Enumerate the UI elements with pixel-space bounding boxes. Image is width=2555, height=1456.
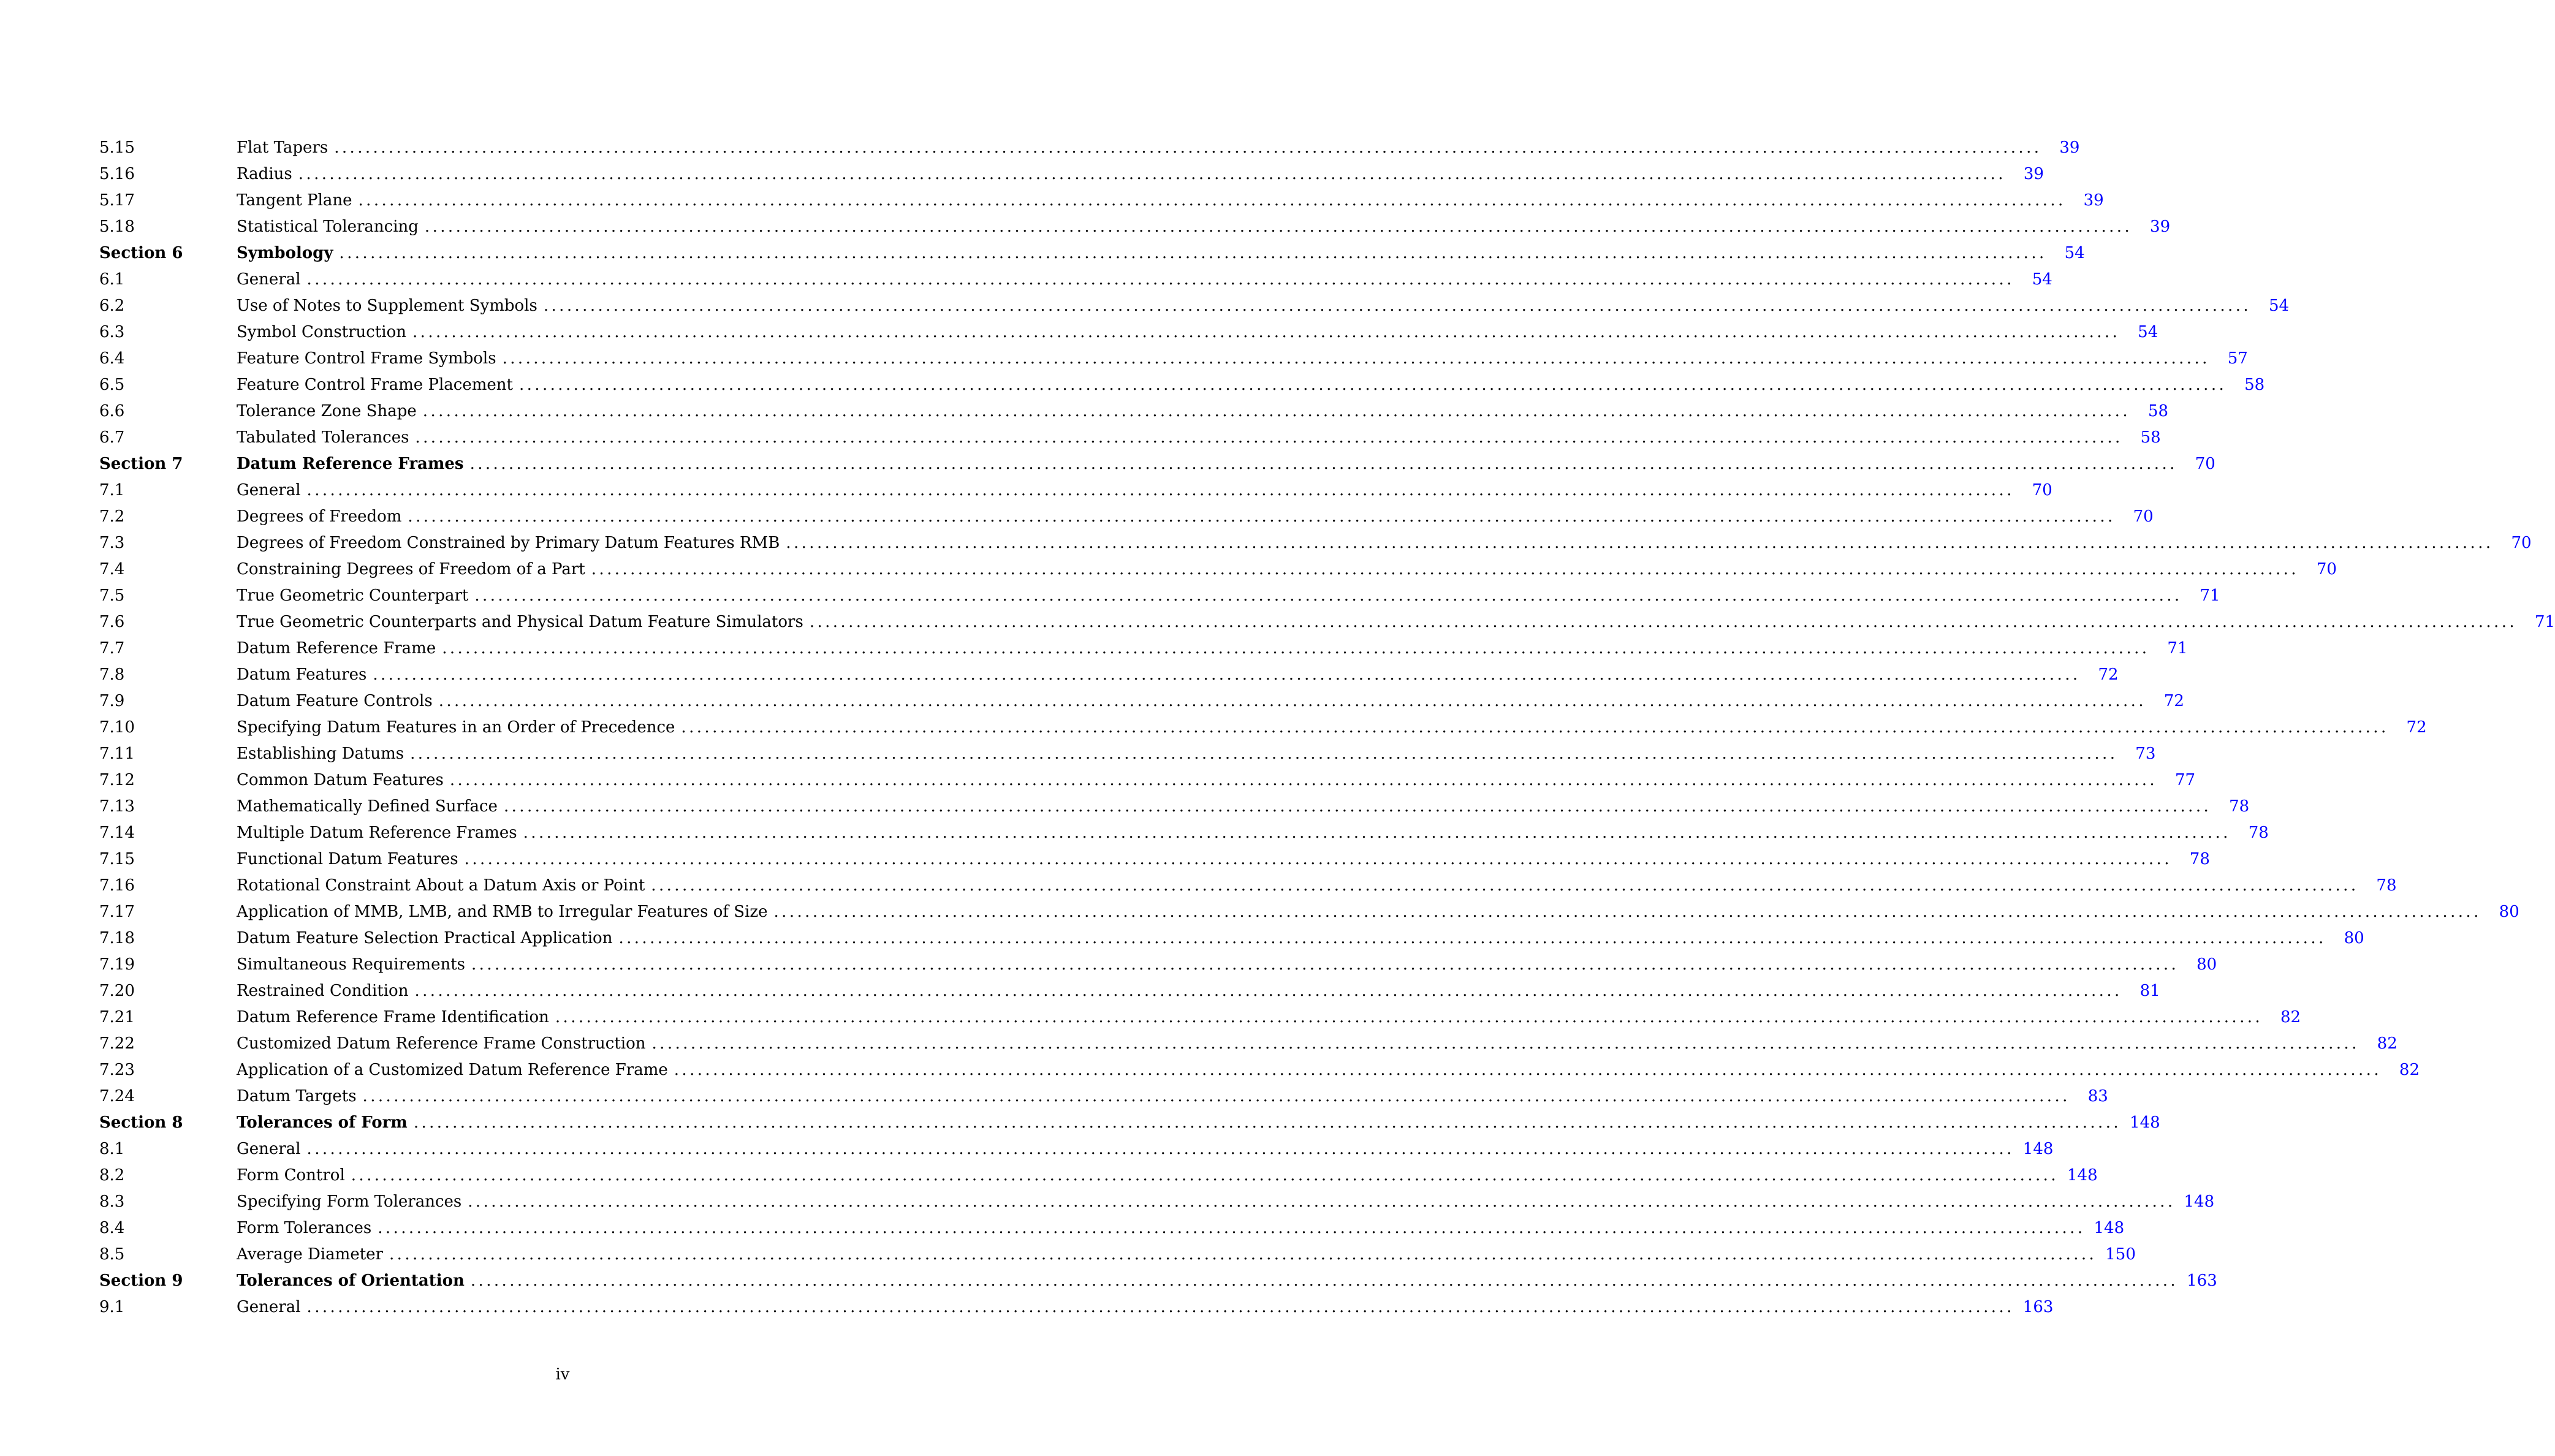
- toc-entry-number: 7.7: [99, 639, 125, 658]
- toc-entry-number: 5.18: [99, 218, 135, 236]
- toc-entry-title[interactable]: Application of a Customized Datum Reference Frame: [237, 1061, 668, 1079]
- toc-entry-title[interactable]: Use of Notes to Supplement Symbols: [237, 297, 537, 315]
- toc-page-link[interactable]: 148: [2022, 1140, 2054, 1158]
- toc-entry-title[interactable]: General: [237, 270, 301, 289]
- toc-entry-number: Section 9: [99, 1272, 183, 1290]
- toc-dot-leader: ............................................................................................................................................................................................................................: [438, 692, 2146, 710]
- toc-page-link[interactable]: 72: [2406, 718, 2427, 737]
- toc-entry-row[interactable]: [99, 214, 2171, 240]
- toc-entry-title-wrap: [237, 530, 2502, 556]
- toc-dot-leader: ............................................................................................................................................................................................................................: [502, 349, 2210, 368]
- toc-entry-row[interactable]: [99, 1031, 2397, 1057]
- toc-dot-leader: ............................................................................................................................................................................................................................: [518, 376, 2227, 394]
- toc-page-link[interactable]: 39: [2023, 165, 2044, 183]
- toc-entry-title-wrap: [237, 978, 2131, 1004]
- toc-entry-title[interactable]: Mathematically Defined Surface: [237, 797, 498, 816]
- toc-entry-title[interactable]: Degrees of Freedom: [237, 507, 402, 526]
- toc-entry-row[interactable]: [99, 556, 2337, 583]
- toc-entry-number: 5.16: [99, 165, 135, 183]
- toc-entry-row[interactable]: [99, 952, 2217, 978]
- toc-section-row[interactable]: [99, 1110, 2160, 1136]
- toc-entry-title[interactable]: Simultaneous Requirements: [237, 955, 465, 974]
- toc-page-link[interactable]: 150: [2105, 1245, 2136, 1264]
- toc-page-link[interactable]: 70: [2195, 455, 2215, 473]
- toc-entry-title[interactable]: Datum Reference Frame: [237, 639, 436, 658]
- toc-entry-title-wrap: [237, 873, 2367, 899]
- toc-entry-number: Section 8: [99, 1113, 183, 1132]
- toc-dot-leader: ............................................................................................................................................................................................................................: [424, 218, 2133, 236]
- toc-entry-number: 7.17: [99, 903, 135, 921]
- toc-entry-title[interactable]: Restrained Condition: [237, 982, 409, 1000]
- toc-entry-title-wrap: [237, 346, 2219, 372]
- toc-entry-number: 7.9: [99, 692, 125, 710]
- toc-page-link[interactable]: 148: [2067, 1166, 2098, 1185]
- toc-entry-row[interactable]: [99, 583, 2220, 609]
- toc-dot-leader: ............................................................................................................................................................................................................................: [306, 1298, 2014, 1316]
- toc-page-link[interactable]: 71: [2200, 586, 2220, 605]
- toc-entry-number: 7.19: [99, 955, 135, 974]
- toc-entry-title-wrap: [237, 135, 2050, 161]
- toc-section-row[interactable]: [99, 451, 2215, 477]
- toc-entry-number: 7.5: [99, 586, 125, 605]
- toc-entry-row[interactable]: [99, 346, 2248, 372]
- toc-entry-title-wrap: [237, 293, 2260, 319]
- toc-dot-leader: ............................................................................................................................................................................................................................: [413, 1113, 2122, 1132]
- toc-entry-title[interactable]: Degrees of Freedom Constrained by Primary Datum Features RMB: [237, 534, 780, 552]
- toc-page-link[interactable]: 39: [2150, 218, 2171, 236]
- toc-entry-title-wrap: [237, 504, 2124, 530]
- toc-dot-leader: ............................................................................................................................................................................................................................: [442, 639, 2150, 658]
- toc-page-link[interactable]: 70: [2511, 534, 2532, 552]
- toc-entry-title-wrap: [237, 319, 2128, 346]
- toc-entry-title-wrap: [237, 425, 2132, 451]
- toc-page-link[interactable]: 70: [2032, 481, 2052, 499]
- toc-entry-title-wrap: [237, 477, 2023, 504]
- toc-entry-title[interactable]: Specifying Form Tolerances: [237, 1192, 462, 1211]
- toc-page-link[interactable]: 70: [2133, 507, 2154, 526]
- toc-dot-leader: ............................................................................................................................................................................................................................: [306, 1140, 2014, 1158]
- toc-entry-row[interactable]: [99, 1136, 2054, 1162]
- toc-entry-title[interactable]: Datum Feature Controls: [237, 692, 433, 710]
- toc-entry-title-wrap: [237, 1136, 2023, 1162]
- toc-entry-number: 7.4: [99, 560, 125, 578]
- toc-entry-title-wrap: [237, 1031, 2368, 1057]
- toc-dot-leader: ............................................................................................................................................................................................................................: [373, 665, 2081, 684]
- toc-dot-leader: ............................................................................................................................................................................................................................: [408, 507, 2116, 526]
- toc-entry-title[interactable]: Tolerances of Form: [237, 1113, 408, 1132]
- toc-entry-number: 7.16: [99, 876, 135, 895]
- toc-entry-row[interactable]: [99, 293, 2290, 319]
- toc-dot-leader: ............................................................................................................................................................................................................................: [464, 850, 2172, 868]
- toc-entry-row[interactable]: [99, 1242, 2136, 1268]
- toc-entry-row[interactable]: [99, 1294, 2054, 1321]
- toc-dot-leader: ............................................................................................................................................................................................................................: [503, 797, 2212, 816]
- toc-entry-title[interactable]: Feature Control Frame Symbols: [237, 349, 496, 368]
- toc-entry-title-wrap: [237, 820, 2239, 846]
- table-of-contents: [99, 135, 2555, 1321]
- toc-page-link[interactable]: 78: [2229, 797, 2250, 816]
- toc-entry-title[interactable]: Constraining Degrees of Freedom of a Part: [237, 560, 585, 578]
- toc-dot-leader: ............................................................................................................................................................................................................................: [651, 1034, 2359, 1053]
- toc-dot-leader: ............................................................................................................................................................................................................................: [555, 1008, 2263, 1026]
- toc-page-link[interactable]: 54: [2138, 323, 2158, 341]
- toc-dot-leader: ............................................................................................................................................................................................................................: [306, 481, 2014, 499]
- toc-page-link[interactable]: 82: [2377, 1034, 2397, 1053]
- toc-page-link[interactable]: 73: [2135, 745, 2156, 763]
- toc-entry-row[interactable]: [99, 425, 2161, 451]
- toc-dot-leader: ............................................................................................................................................................................................................................: [469, 455, 2177, 473]
- toc-dot-leader: ............................................................................................................................................................................................................................: [523, 824, 2231, 842]
- toc-entry-row[interactable]: [99, 267, 2052, 293]
- toc-dot-leader: ............................................................................................................................................................................................................................: [412, 323, 2120, 341]
- toc-entry-title-wrap: [237, 715, 2397, 741]
- toc-entry-title-wrap: [237, 767, 2166, 794]
- toc-entry-row[interactable]: [99, 688, 2184, 715]
- toc-section-row[interactable]: [99, 1268, 2217, 1294]
- toc-entry-row[interactable]: [99, 978, 2160, 1004]
- toc-entry-title-wrap: [237, 1215, 2094, 1242]
- toc-entry-title-wrap: [237, 688, 2155, 715]
- toc-entry-number: 7.1: [99, 481, 125, 499]
- page-number: iv: [555, 1365, 570, 1384]
- toc-page-link[interactable]: 82: [2280, 1008, 2301, 1026]
- toc-entry-title-wrap: [237, 952, 2187, 978]
- toc-entry-row[interactable]: [99, 530, 2532, 556]
- toc-entry-title[interactable]: Application of MMB, LMB, and RMB to Irregular Features of Size: [237, 903, 768, 921]
- toc-dot-leader: ............................................................................................................................................................................................................................: [449, 771, 2158, 789]
- toc-page-link[interactable]: 81: [2139, 982, 2160, 1000]
- toc-dot-leader: ............................................................................................................................................................................................................................: [334, 138, 2042, 157]
- toc-entry-title[interactable]: Tabulated Tolerances: [237, 428, 409, 447]
- toc-entry-row[interactable]: [99, 1083, 2108, 1110]
- toc-entry-row[interactable]: [99, 662, 2119, 688]
- toc-entry-number: 7.23: [99, 1061, 135, 1079]
- toc-entry-row[interactable]: [99, 1004, 2301, 1031]
- toc-entry-title[interactable]: Establishing Datums: [237, 745, 404, 763]
- toc-page-link[interactable]: 83: [2087, 1087, 2108, 1105]
- toc-entry-title[interactable]: Rotational Constraint About a Datum Axis or Point: [237, 876, 645, 895]
- toc-entry-title-wrap: [237, 609, 2526, 635]
- toc-entry-row[interactable]: [99, 504, 2154, 530]
- toc-entry-title[interactable]: Tangent Plane: [237, 191, 352, 210]
- toc-entry-title[interactable]: Radius: [237, 165, 292, 183]
- toc-dot-leader: ............................................................................................................................................................................................................................: [651, 876, 2359, 895]
- toc-entry-title[interactable]: Functional Datum Features: [237, 850, 458, 868]
- toc-entry-title-wrap: [237, 1004, 2271, 1031]
- toc-entry-number: 6.1: [99, 270, 125, 289]
- toc-dot-leader: ............................................................................................................................................................................................................................: [306, 270, 2014, 289]
- toc-entry-row[interactable]: [99, 372, 2265, 398]
- toc-entry-title[interactable]: Datum Reference Frames: [237, 455, 464, 473]
- toc-entry-title-wrap: [237, 267, 2023, 293]
- toc-entry-number: 7.18: [99, 929, 135, 947]
- toc-entry-number: 7.15: [99, 850, 135, 868]
- toc-entry-title[interactable]: True Geometric Counterparts and Physical Datum Feature Simulators: [237, 613, 803, 631]
- toc-dot-leader: ............................................................................................................................................................................................................................: [474, 586, 2182, 605]
- toc-page-link[interactable]: 71: [2167, 639, 2188, 658]
- toc-dot-leader: ............................................................................................................................................................................................................................: [809, 613, 2518, 631]
- toc-page-link[interactable]: 148: [2130, 1113, 2160, 1132]
- toc-entry-number: 5.17: [99, 191, 135, 210]
- toc-page-link[interactable]: 39: [2059, 138, 2080, 157]
- toc-entry-row[interactable]: [99, 899, 2519, 925]
- toc-dot-leader: ............................................................................................................................................................................................................................: [468, 1192, 2176, 1211]
- toc-entry-row[interactable]: [99, 741, 2156, 767]
- toc-entry-title-wrap: [237, 794, 2220, 820]
- toc-section-row[interactable]: [99, 240, 2085, 267]
- toc-entry-number: 6.4: [99, 349, 125, 368]
- toc-dot-leader: ............................................................................................................................................................................................................................: [618, 929, 2326, 947]
- toc-entry-number: 6.3: [99, 323, 125, 341]
- toc-page-link[interactable]: 80: [2196, 955, 2217, 974]
- toc-entry-title-wrap: [237, 398, 2139, 425]
- toc-page-link[interactable]: 78: [2248, 824, 2269, 842]
- toc-page-link[interactable]: 58: [2140, 428, 2161, 447]
- toc-entry-row[interactable]: [99, 1189, 2215, 1215]
- toc-dot-leader: ............................................................................................................................................................................................................................: [591, 560, 2299, 578]
- toc-entry-row[interactable]: [99, 767, 2196, 794]
- toc-entry-title-wrap: [237, 451, 2186, 477]
- toc-entry-row[interactable]: [99, 477, 2052, 504]
- toc-dot-leader: ............................................................................................................................................................................................................................: [543, 297, 2252, 315]
- toc-entry-title-wrap: [237, 1268, 2187, 1294]
- toc-entry-row[interactable]: [99, 1162, 2098, 1189]
- toc-entry-title[interactable]: Average Diameter: [237, 1245, 383, 1264]
- toc-entry-number: 7.24: [99, 1087, 135, 1105]
- toc-entry-number: 6.5: [99, 376, 125, 394]
- toc-page-link[interactable]: 72: [2163, 692, 2184, 710]
- toc-entry-title-wrap: [237, 1057, 2390, 1083]
- toc-entry-number: 8.5: [99, 1245, 125, 1264]
- toc-entry-title[interactable]: Customized Datum Reference Frame Construction: [237, 1034, 646, 1053]
- toc-entry-row[interactable]: [99, 794, 2250, 820]
- toc-page-link[interactable]: 57: [2227, 349, 2248, 368]
- toc-entry-row[interactable]: [99, 135, 2080, 161]
- toc-entry-title[interactable]: Tolerance Zone Shape: [237, 402, 417, 420]
- toc-entry-title-wrap: [237, 1083, 2079, 1110]
- toc-page-link[interactable]: 70: [2316, 560, 2337, 578]
- toc-entry-title[interactable]: Specifying Datum Features in an Order of Precedence: [237, 718, 675, 737]
- toc-entry-row[interactable]: [99, 820, 2269, 846]
- toc-entry-title[interactable]: Flat Tapers: [237, 138, 328, 157]
- toc-entry-title-wrap: [237, 1162, 2067, 1189]
- toc-entry-title[interactable]: General: [237, 481, 301, 499]
- toc-entry-title-wrap: [237, 925, 2335, 952]
- toc-entry-title-wrap: [237, 214, 2141, 240]
- toc-entry-number: 9.1: [99, 1298, 125, 1316]
- toc-dot-leader: ............................................................................................................................................................................................................................: [786, 534, 2494, 552]
- toc-entry-row[interactable]: [99, 715, 2427, 741]
- toc-entry-title[interactable]: Datum Feature Selection Practical Application: [237, 929, 613, 947]
- toc-entry-title-wrap: [237, 1110, 2130, 1136]
- toc-dot-leader: ............................................................................................................................................................................................................................: [470, 1272, 2179, 1290]
- toc-dot-leader: ............................................................................................................................................................................................................................: [414, 982, 2122, 1000]
- toc-page-link[interactable]: 78: [2189, 850, 2210, 868]
- toc-entry-row[interactable]: [99, 398, 2169, 425]
- toc-entry-title[interactable]: Feature Control Frame Placement: [237, 376, 513, 394]
- toc-dot-leader: ............................................................................................................................................................................................................................: [351, 1166, 2059, 1185]
- toc-entry-number: 7.12: [99, 771, 135, 789]
- toc-entry-title-wrap: [237, 662, 2089, 688]
- toc-entry-number: 8.3: [99, 1192, 125, 1211]
- toc-entry-title-wrap: [237, 1242, 2105, 1268]
- toc-entry-title[interactable]: Datum Reference Frame Identification: [237, 1008, 549, 1026]
- toc-entry-number: 7.8: [99, 665, 125, 684]
- toc-page-link[interactable]: 54: [2064, 244, 2085, 262]
- toc-page-link[interactable]: 39: [2083, 191, 2104, 210]
- toc-entry-number: Section 7: [99, 455, 183, 473]
- toc-entry-number: 7.20: [99, 982, 135, 1000]
- toc-entry-title[interactable]: General: [237, 1140, 301, 1158]
- toc-page-link[interactable]: 58: [2244, 376, 2265, 394]
- toc-entry-number: 8.4: [99, 1219, 125, 1237]
- toc-dot-leader: ............................................................................................................................................................................................................................: [298, 165, 2006, 183]
- toc-entry-title-wrap: [237, 1294, 2023, 1321]
- toc-dot-leader: ............................................................................................................................................................................................................................: [389, 1245, 2097, 1264]
- toc-entry-number: 6.7: [99, 428, 125, 447]
- toc-entry-number: 7.10: [99, 718, 135, 737]
- toc-page-link[interactable]: 163: [2022, 1298, 2054, 1316]
- toc-entry-title-wrap: [237, 846, 2181, 873]
- toc-entry-row[interactable]: [99, 925, 2364, 952]
- toc-entry-row[interactable]: [99, 609, 2555, 635]
- toc-entry-number: 6.2: [99, 297, 125, 315]
- toc-entry-row[interactable]: [99, 1215, 2125, 1242]
- toc-entry-number: 6.6: [99, 402, 125, 420]
- toc-entry-title-wrap: [237, 583, 2191, 609]
- toc-entry-title-wrap: [237, 240, 2056, 267]
- toc-entry-title[interactable]: Symbol Construction: [237, 323, 407, 341]
- toc-entry-number: 7.3: [99, 534, 125, 552]
- toc-entry-number: 8.1: [99, 1140, 125, 1158]
- toc-page-link[interactable]: 80: [2499, 903, 2519, 921]
- toc-entry-number: 7.13: [99, 797, 135, 816]
- toc-page-link[interactable]: 54: [2032, 270, 2052, 289]
- toc-dot-leader: ............................................................................................................................................................................................................................: [415, 428, 2123, 447]
- toc-dot-leader: ............................................................................................................................................................................................................................: [410, 745, 2118, 763]
- toc-entry-title[interactable]: Multiple Datum Reference Frames: [237, 824, 517, 842]
- toc-entry-title-wrap: [237, 899, 2490, 925]
- toc-dot-leader: ............................................................................................................................................................................................................................: [773, 903, 2481, 921]
- toc-entry-number: 7.21: [99, 1008, 135, 1026]
- toc-entry-title-wrap: [237, 741, 2126, 767]
- toc-entry-title[interactable]: True Geometric Counterpart: [237, 586, 469, 605]
- toc-page-link[interactable]: 54: [2268, 297, 2290, 315]
- toc-entry-title[interactable]: Symbology: [237, 244, 333, 262]
- toc-dot-leader: ............................................................................................................................................................................................................................: [339, 244, 2047, 262]
- toc-page-link[interactable]: 58: [2147, 402, 2169, 420]
- toc-entry-number: 7.2: [99, 507, 125, 526]
- toc-entry-number: 7.14: [99, 824, 135, 842]
- toc-entry-title-wrap: [237, 372, 2235, 398]
- toc-entry-title[interactable]: Datum Features: [237, 665, 367, 684]
- toc-entry-number: 8.2: [99, 1166, 125, 1185]
- toc-dot-leader: ............................................................................................................................................................................................................................: [681, 718, 2389, 737]
- toc-dot-leader: ............................................................................................................................................................................................................................: [362, 1087, 2070, 1105]
- toc-page-link[interactable]: 77: [2174, 771, 2196, 789]
- toc-page-link[interactable]: 78: [2376, 876, 2397, 895]
- toc-page-link[interactable]: 72: [2098, 665, 2119, 684]
- toc-page-link[interactable]: 71: [2534, 613, 2555, 631]
- toc-dot-leader: ............................................................................................................................................................................................................................: [378, 1219, 2086, 1237]
- toc-page-link[interactable]: 80: [2344, 929, 2364, 947]
- toc-dot-leader: ............................................................................................................................................................................................................................: [674, 1061, 2382, 1079]
- toc-entry-number: 7.11: [99, 745, 135, 763]
- toc-entry-title-wrap: [237, 188, 2075, 214]
- toc-page-link[interactable]: 148: [2094, 1219, 2125, 1237]
- toc-entry-title[interactable]: Statistical Tolerancing: [237, 218, 419, 236]
- toc-dot-leader: ............................................................................................................................................................................................................................: [471, 955, 2179, 974]
- toc-entry-title[interactable]: Form Control: [237, 1166, 345, 1185]
- toc-entry-title[interactable]: Tolerances of Orientation: [237, 1272, 465, 1290]
- toc-entry-number: Section 6: [99, 244, 183, 262]
- toc-page-link[interactable]: 163: [2187, 1272, 2217, 1290]
- toc-entry-number: 5.15: [99, 138, 135, 157]
- toc-entry-title-wrap: [237, 1189, 2184, 1215]
- toc-entry-row[interactable]: [99, 188, 2104, 214]
- toc-entry-row[interactable]: [99, 846, 2210, 873]
- toc-page-link[interactable]: 82: [2399, 1061, 2420, 1079]
- toc-entry-number: 7.6: [99, 613, 125, 631]
- toc-entry-title-wrap: [237, 635, 2158, 662]
- toc-entry-number: 7.22: [99, 1034, 135, 1053]
- toc-entry-title-wrap: [237, 556, 2307, 583]
- toc-entry-title[interactable]: General: [237, 1298, 301, 1316]
- toc-entry-row[interactable]: [99, 319, 2158, 346]
- toc-entry-row[interactable]: [99, 635, 2188, 662]
- toc-entry-row[interactable]: [99, 873, 2397, 899]
- toc-entry-row[interactable]: [99, 1057, 2420, 1083]
- toc-page-link[interactable]: 148: [2184, 1192, 2215, 1211]
- toc-entry-title[interactable]: Form Tolerances: [237, 1219, 372, 1237]
- toc-dot-leader: ............................................................................................................................................................................................................................: [422, 402, 2131, 420]
- toc-entry-title-wrap: [237, 161, 2014, 188]
- toc-dot-leader: ............................................................................................................................................................................................................................: [358, 191, 2066, 210]
- toc-entry-title[interactable]: Datum Targets: [237, 1087, 357, 1105]
- toc-entry-title[interactable]: Common Datum Features: [237, 771, 444, 789]
- toc-entry-row[interactable]: [99, 161, 2044, 188]
